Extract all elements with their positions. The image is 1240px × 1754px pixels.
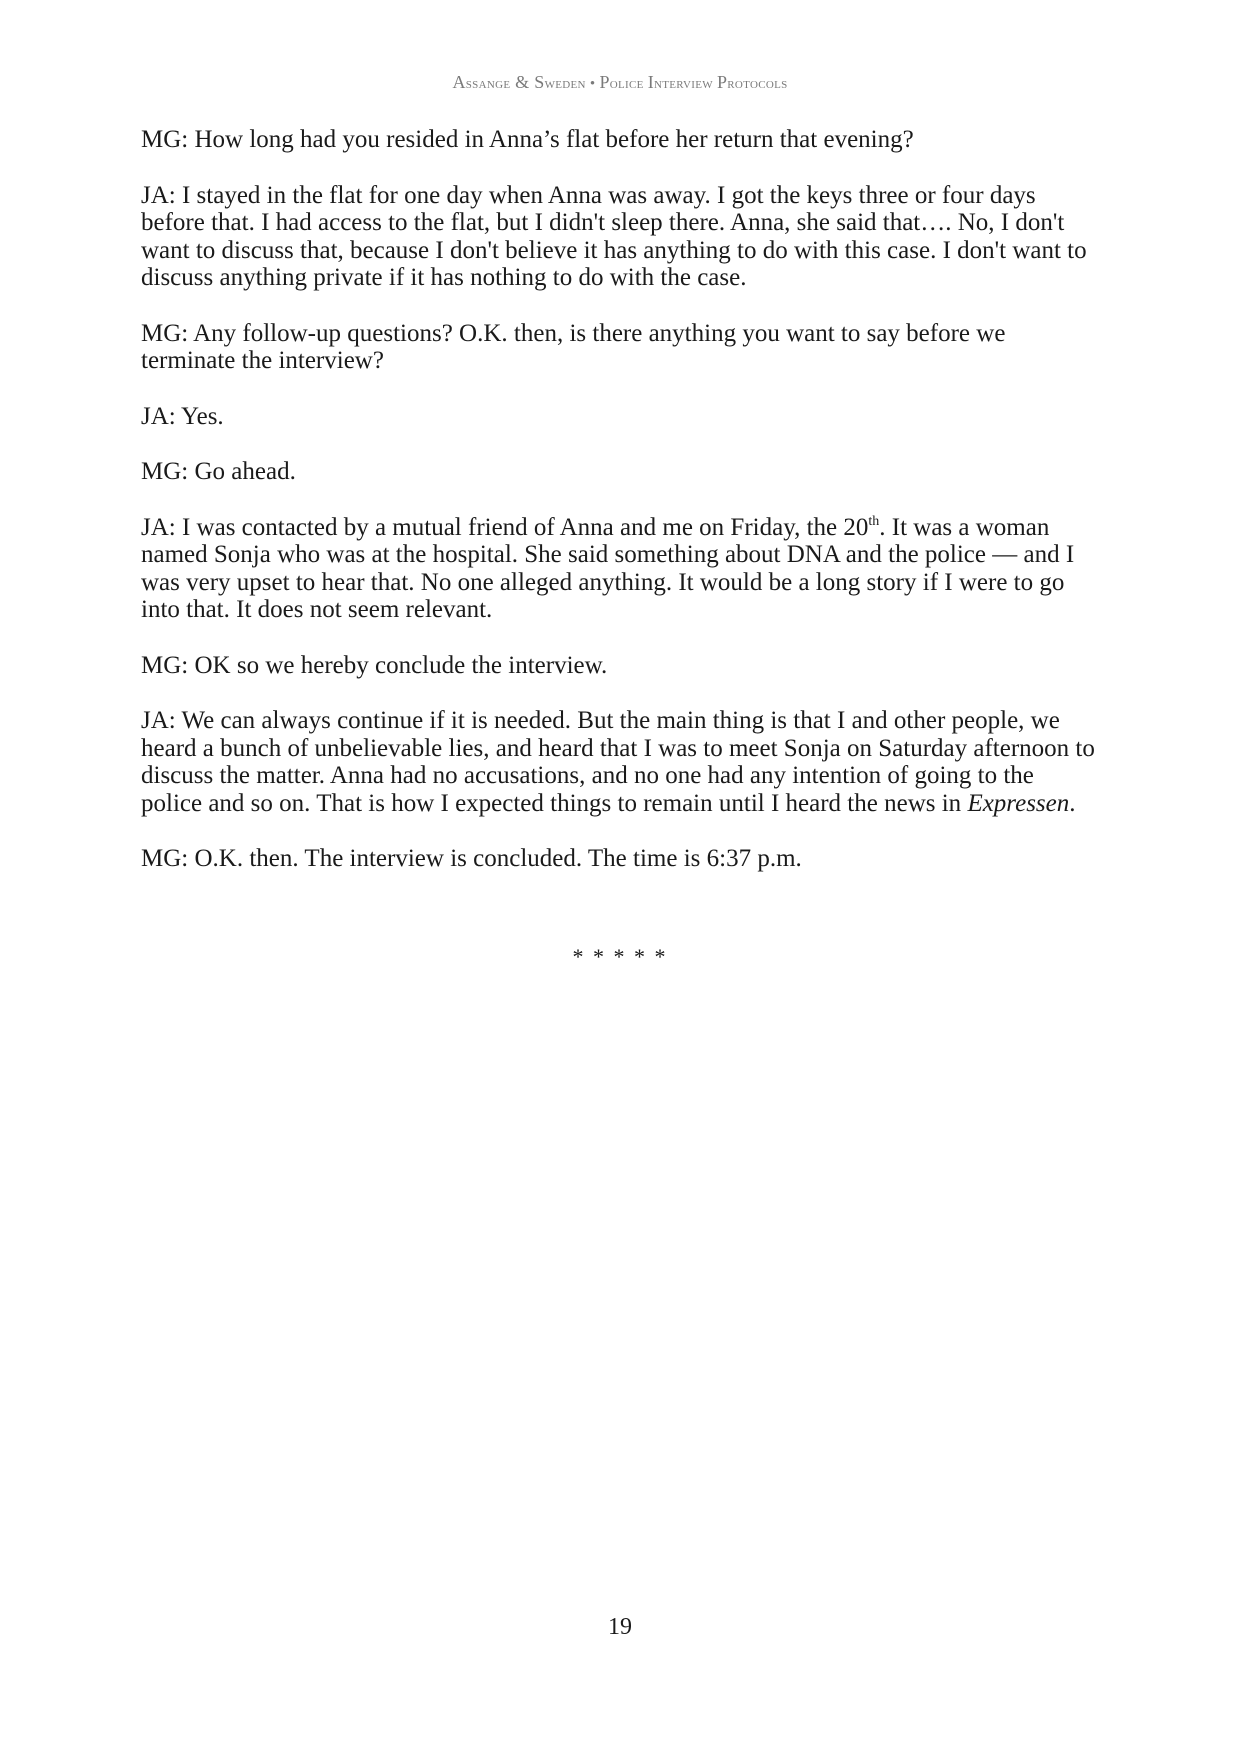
paragraph-text: JA: I was contacted by a mutual friend of Anna and me on Friday, the 20 (141, 513, 869, 541)
paragraph-text: . (1069, 789, 1076, 817)
header-initial: A (452, 72, 466, 92)
paragraph-text: JA: We can always continue if it is needed. But the main thing is that I and other people, we heard a bunch of unbelievable lies, and heard that I was to meet Sonja on Saturday afternoon to discuss the matter. Anna had no accusations, and no one had any intention of going to the police and so on. That is how I expected things to remain until I heard the news in (141, 707, 1095, 817)
header-text: rotocols (727, 76, 788, 92)
body-text (141, 126, 1101, 901)
header-initial: P (716, 72, 728, 92)
paragraph-mg-concluded: MG: O.K. then. The interview is concluded. The time is 6:37 p.m. (141, 845, 802, 872)
running-header (0, 72, 1240, 93)
section-separator: * * * * * (572, 944, 668, 969)
paragraph-text: . It was a woman named Sonja who was at the hospital. She said something about DNA and the police — and I was very upset to hear that. No one alleged anything. It would be a long story if I were to go into that. It does not seem relevant. (141, 513, 1075, 623)
paragraph-mg-conclude: MG: OK so we hereby conclude the interview. (141, 651, 608, 679)
paragraph-ja-contacted (141, 514, 1101, 624)
header-initial: P (599, 72, 610, 92)
header-initial: S (534, 72, 545, 92)
header-text: weden (544, 76, 586, 92)
header-text: olice (609, 76, 648, 92)
header-text: ssange (465, 76, 511, 92)
paragraph-ja-continue (141, 707, 1101, 817)
paragraph-mg-followup: MG: Any follow-up questions? O.K. then, is there anything you want to say before we terminate the interview? (141, 319, 1006, 374)
paragraph-mg-question: MG: How long had you resided in Anna’s flat before her return that evening? (141, 126, 914, 153)
header-text: nterview (653, 76, 717, 92)
header-ampersand: & (510, 72, 535, 92)
paragraph-mg-go-ahead: MG: Go ahead. (141, 458, 296, 485)
paragraph-ja-yes: JA: Yes. (141, 402, 224, 430)
page-number: 19 (608, 1614, 632, 1640)
header-bullet: • (585, 76, 600, 92)
superscript: th (868, 513, 880, 529)
newspaper-name: Expressen (967, 789, 1070, 817)
paragraph-ja-answer: JA: I stayed in the flat for one day when Anna was away. I got the keys three or four days before that. I had access to the flat, but I didn't sleep there. Anna, she said that…. No, I don't want to discuss that, because I don't believe it has anything to do with this case. I don't want to discuss anything private if it has nothing to do with the case. (141, 181, 1087, 291)
header-initial: I (647, 72, 654, 92)
